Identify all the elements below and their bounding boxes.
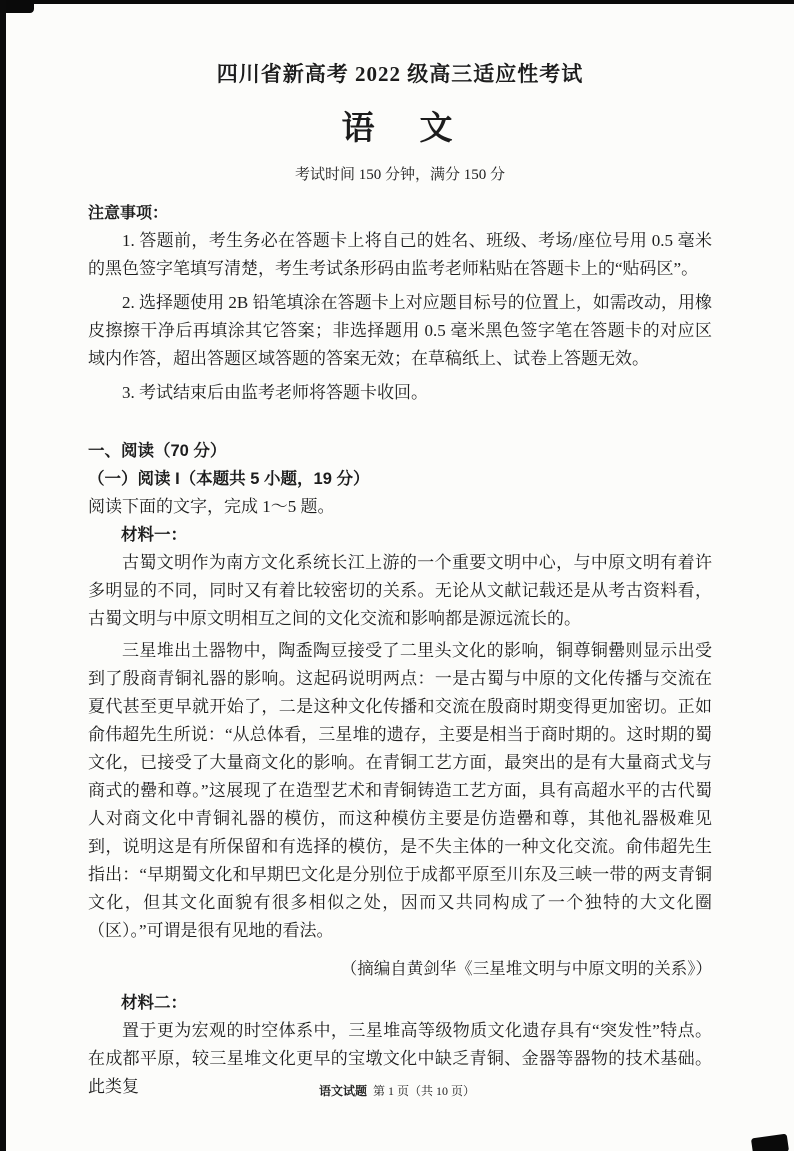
notice-item-3: 3. 考试结束后由监考老师将答题卡收回。 — [122, 383, 428, 402]
notice-item-1: 1. 答题前，考生务必在答题卡上将自己的姓名、班级、考场/座位号用 0.5 毫米的黑色签字笔填写清楚，考生考试条形码由监考老师粘贴在答题卡上的“贴码区”。 — [88, 231, 712, 278]
reading-instruction: 阅读下面的文字，完成 1～5 题。 — [88, 497, 335, 516]
page-footer — [0, 1082, 794, 1099]
exam-title: 四川省新高考 2022 级高三适应性考试 — [216, 62, 584, 86]
material-two-label: 材料二： — [121, 994, 187, 1012]
scan-artifact-bottom-right-mark — [751, 1134, 789, 1151]
section-spacer — [88, 413, 712, 437]
material-one-paragraph-1: 古蜀文明作为南方文化系统长江上游的一个重要文明中心，与中原文明有着许多明显的不同，同时又有着比较密切的关系。无论从文献记载还是从考古资料看，古蜀文明与中原文明相互之间的文化交流和影响都是源远流长的。 — [88, 553, 712, 628]
scan-artifact-top-edge — [0, 0, 794, 4]
section-heading-reading: 一、阅读（70 分） — [88, 442, 227, 460]
material-one-paragraph-2: 三星堆出土器物中，陶盉陶豆接受了二里头文化的影响，铜尊铜罍则显示出受到了殷商青铜礼器的影响。这起码说明两点：一是古蜀与中原的文化传播与交流在夏代甚至更早就开始了，二是这种文化传播和交流在殷商时期变得更加密切。正如俞伟超先生所说：“从总体看，三星堆的遗存，主要是相当于商时期的。这时期的蜀文化，已接受了大量商文化的影响。在青铜工艺方面，最突出的是有大量商式戈与商式的罍和尊。”这展现了在造型艺术和青铜铸造工艺方面，具有高超水平的古代蜀人对商文化中青铜礼器的模仿，而这种模仿主要是仿造罍和尊，其他礼器极难见到，说明这是有所保留和有选择的模仿，是不失主体的一种文化交流。俞伟超先生指出：“早期蜀文化和早期巴文化是分别位于成都平原至川东及三峡一带的两支青铜文化，但其文化面貌有很多相似之处，因而又共同构成了一个独特的大文化圈（区）。”可谓是很有见地的看法。 — [88, 641, 712, 940]
exam-time-score-info: 考试时间 150 分钟，满分 150 分 — [294, 167, 505, 183]
material-one-label: 材料一： — [121, 526, 187, 544]
subject-title: 语 文 — [341, 111, 459, 147]
notice-item-2: 2. 选择题使用 2B 铅笔填涂在答题卡上对应题目标号的位置上，如需改动，用橡皮擦擦干净后再填涂其它答案；非选择题用 0.5 毫米黑色签字笔在答题卡的对应区域内作答，超出答题区域答题的答案无效；在草稿纸上、试卷上答题无效。 — [88, 293, 712, 368]
section-subheading-reading-1: （一）阅读 I（本题共 5 小题，19 分） — [88, 470, 370, 488]
scan-artifact-left-edge — [0, 0, 6, 1151]
material-one-attribution: （摘编自黄剑华《三星堆文明与中原文明的关系》） — [340, 959, 712, 978]
material-two-paragraph-1: 置于更为宏观的时空体系中，三星堆高等级物质文化遗存具有“突发性”特点。在成都平原，较三星堆文化更早的宝墩文化中缺乏青铜、金器等器物的技术基础。此类复 — [88, 1021, 712, 1096]
footer-page-number: 第 1 页（共 10 页） — [373, 1084, 476, 1098]
footer-exam-label: 语文试题 — [318, 1084, 367, 1098]
notice-heading: 注意事项： — [88, 205, 169, 222]
